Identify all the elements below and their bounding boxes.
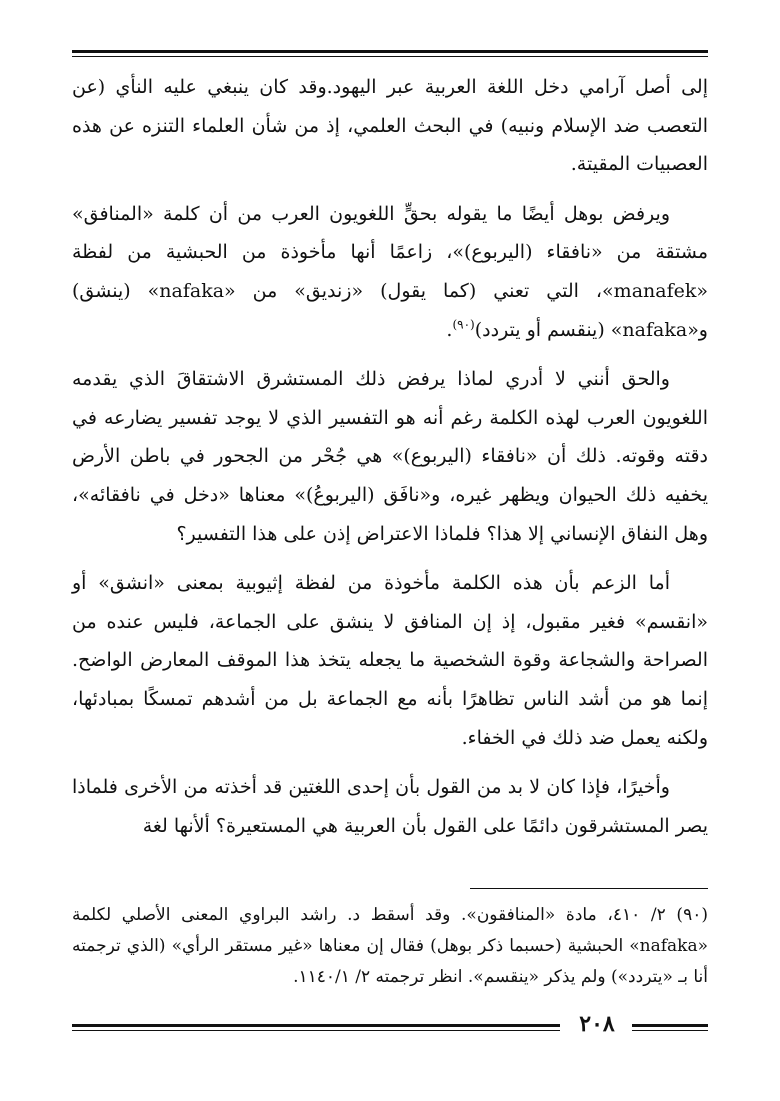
paragraph-5 <box>72 768 708 845</box>
paragraph-5-text: وأخيرًا، فإذا كان لا بد من القول بأن إحدى اللغتين قد أخذته من الأخرى فلماذا يصر المستشرقون دائمًا على القول بأن العربية هي المستعيرة؟ ألأنها لغة <box>72 776 708 837</box>
footnote-90 <box>72 900 708 993</box>
paragraph-2-text-c: » (ينشق) و« <box>72 279 708 341</box>
paragraph-2-text-a: ويرفض بوهل أيضًا ما يقوله بحقٍّ اللغويون العرب من أن كلمة «المنافق» مشتقة من «نافقاء (اليربوع)»، زاعمًا أنها مأخوذة من الحبشية من لفظة « <box>72 202 708 302</box>
paragraph-3-text: والحق أنني لا أدري لماذا يرفض ذلك المستشرق الاشتقاقَ الذي يقدمه اللغويون العرب لهذه الكلمة رغم أنه هو التفسير الذي لا يوجد تفسير يضارعه في دقته وقوته. ذلك أن «نافقاء (اليربوع)» هي جُحْر من الجحور في باطن الأرض يخفيه ذلك الحيوان ويظهر غيره، و«نافَق (اليربوعُ)» معناها «دخل في نافقائه»، وهل النفاق الإنساني إلا هذا؟ فلماذا الاعتراض إذن على هذا التفسير؟ <box>72 368 708 545</box>
paragraph-4 <box>72 564 708 757</box>
paragraph-3 <box>72 360 708 553</box>
footnote-reference: (٩٠) <box>452 317 475 332</box>
header-rule-thick <box>72 50 708 53</box>
footnote-latin-term: nafaka <box>639 936 698 956</box>
header-rule-thin <box>72 56 708 57</box>
footnote-text-b: » الحبشية (حسبما ذكر بوهل) فقال إن معناها «غير مستقر الرأي» (الذي ترجمته أنا بـ «يتردد») ولم يذكر «ينقسم». انظر ترجمته ٢/ ١١٤٠/١. <box>72 936 708 987</box>
paragraph-4-text: أما الزعم بأن هذه الكلمة مأخوذة من لفظة إثيوبية بمعنى «انشق» أو «انقسم» فغير مقبول، إذ إن المنافق لا ينشق على الجماعة، فليس عنده من الصراحة والشجاعة وقوة الشخصية ما يجعله يتخذ هذا الموقف المعارض الواضح. إنما هو من أشد الناس تظاهرًا بأنه مع الجماعة بل من أشدهم تمسكًا بمبادئها، ولكنه يعمل ضد ذلك في الخفاء. <box>72 572 708 749</box>
latin-term-manafek: manafek <box>613 279 697 302</box>
footer-rule-thick-left <box>72 1024 560 1027</box>
footer-rule-thin-left <box>72 1030 560 1031</box>
latin-term-nafaka-2: nafaka <box>622 318 688 341</box>
paragraph-2-text-d: » (ينقسم أو يتردد) <box>474 318 623 341</box>
paragraph-2-text-b: »، التي تعني (كما يقول) «زنديق» من « <box>224 279 614 302</box>
paragraph-2 <box>72 195 708 349</box>
footnote-separator <box>470 888 708 889</box>
paragraph-1-text: إلى أصل آرامي دخل اللغة العربية عبر اليهود.وقد كان ينبغي عليه النأي (عن التعصب ضد الإسلام ونبيه) في البحث العلمي، إذ من شأن العلماء التنزه عن هذه العصبيات المقيتة. <box>72 76 708 176</box>
footer-rule-thick-right <box>632 1024 708 1027</box>
footer-rule-thin-right <box>632 1030 708 1031</box>
paragraph-2-text-e: . <box>446 318 453 341</box>
latin-term-nafaka: nafaka <box>159 279 225 302</box>
footnotes <box>72 900 708 993</box>
page-number: ٢٠٨ <box>579 1011 615 1037</box>
footnote-text-a: (٩٠) ٢/ ٤١٠، مادة «المنافقون». وقد أسقط د. راشد البراوي المعنى الأصلي لكلمة « <box>72 905 708 956</box>
main-text <box>72 68 708 845</box>
paragraph-1 <box>72 68 708 184</box>
